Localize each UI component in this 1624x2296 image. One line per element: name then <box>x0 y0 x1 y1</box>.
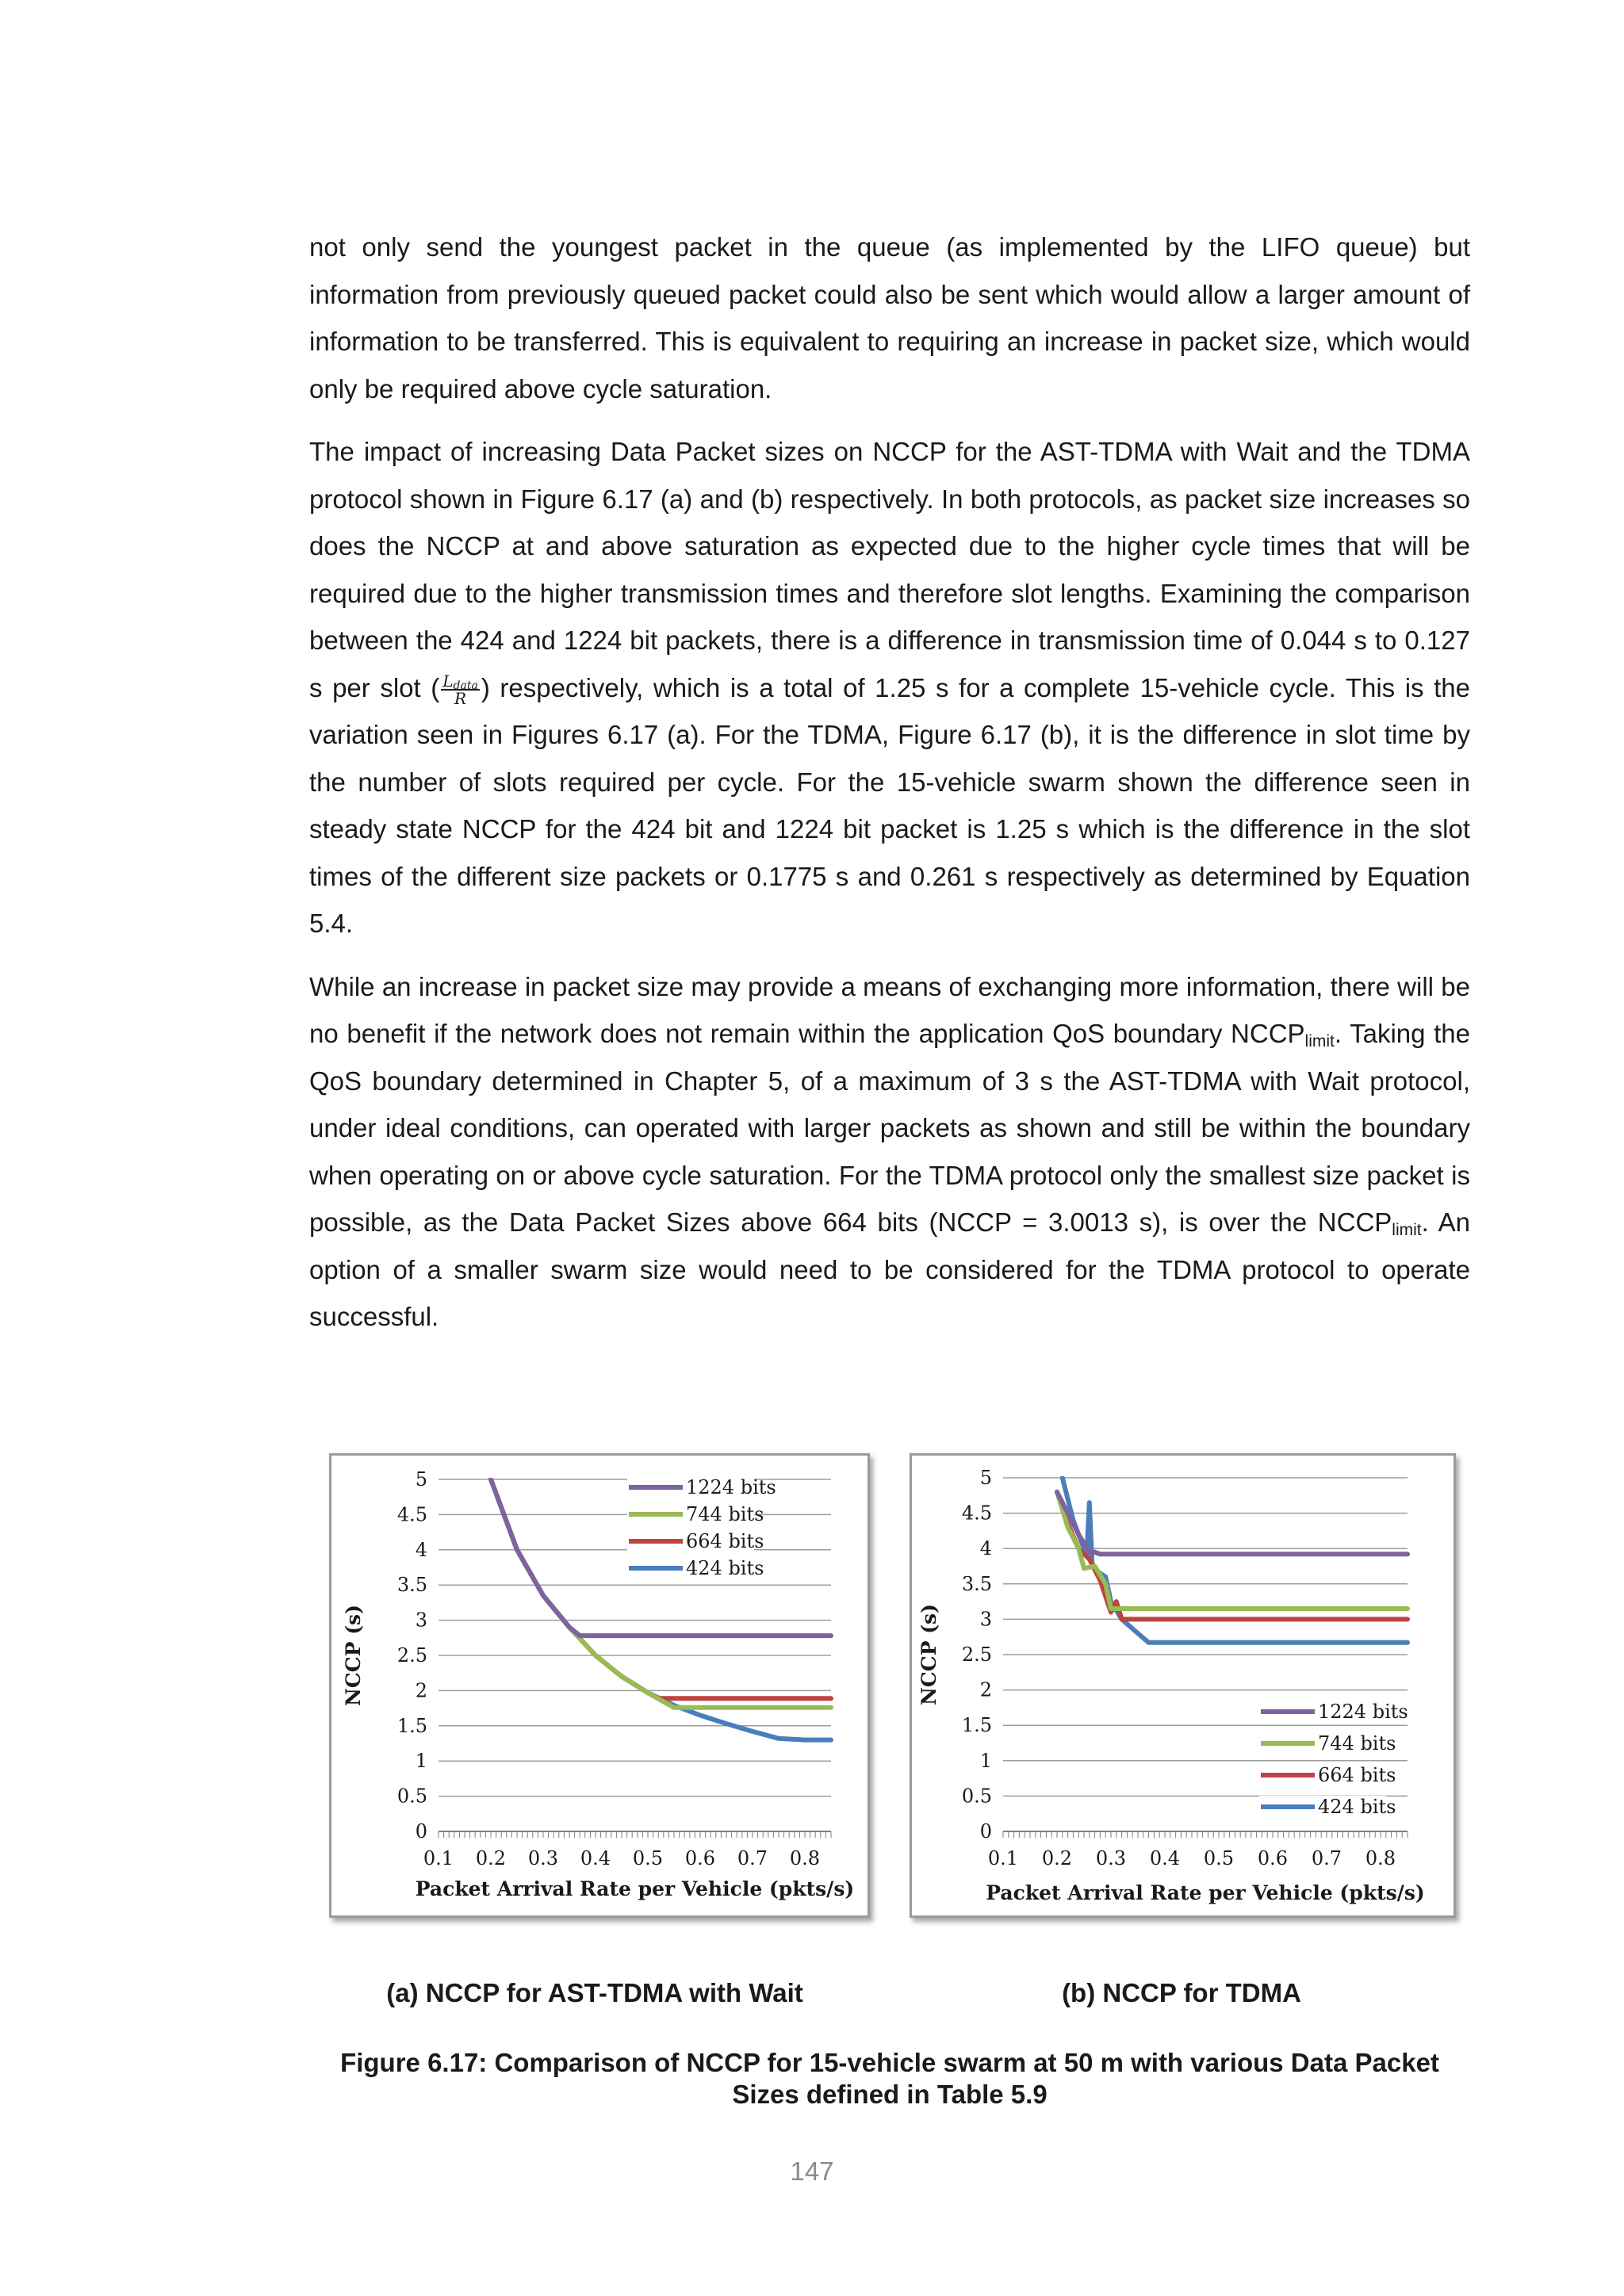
body-text <box>309 224 1470 1357</box>
paragraph-2-text-a: The impact of increasing Data Packet sizes on NCCP for the AST-TDMA with Wait and the TDMA protocol shown in Figure 6.17 (a) and (b) respectively. In both protocols, as packet size increases so does the NCCP at and above saturation as expected due to the higher cycle times that will be required due to the higher transmission times and therefore slot lengths. Examining the comparison between the 424 and 1224 bit packets, there is a difference in transmission time of 0.044 s to 0.127 s per slot ( <box>309 437 1470 702</box>
x-tick-label: 0.2 <box>475 1847 507 1869</box>
series-line-1224-bits <box>1057 1492 1408 1555</box>
x-axis-label: Packet Arrival Rate per Vehicle (pkts/s) <box>415 1877 855 1900</box>
y-tick-label: 2.5 <box>961 1644 992 1666</box>
paragraph-3-text-b: . Taking the QoS boundary determined in Chapter 5, of a maximum of 3 s the AST-TDMA with Wait protocol, under ideal conditions, can operated with larger packets as shown and still be within the boundary when operating on or above cycle saturation. For the TDMA protocol only the smallest size packet is possible, as the Data Packet Sizes above 664 bits (NCCP = 3.0013 s), is over the NCCP <box>309 1019 1470 1237</box>
page-number: 147 <box>790 2156 834 2186</box>
subcaption-a: (a) NCCP for AST-TDMA with Wait <box>386 1978 803 2007</box>
y-tick-label: 1.5 <box>396 1714 427 1737</box>
paragraph-2-text-b: ) respectively, which is a total of 1.25 s for a complete 15-vehicle cycle. This is the variation seen in Figures 6.17 (a). For the TDMA, Figure 6.17 (b), it is the difference in slot time by the number of slots required per cycle. For the 15-vehicle swarm shown the difference seen in steady state NCCP for the 424 bit and 1224 bit packet is 1.25 s which is the difference in the slot times of the different size packets or 0.1775 s and 0.261 s respectively as determined by Equation 5.4. <box>309 672 1470 938</box>
legend-label: 424 bits <box>686 1557 764 1579</box>
fraction-l-data-over-r <box>441 673 480 706</box>
x-tick-label: 0.5 <box>1203 1847 1235 1869</box>
x-tick-label: 0.6 <box>684 1847 716 1869</box>
chart-a-nccp-ast-tdma-wait <box>331 1456 868 1915</box>
nccp-limit-subscript-2: limit <box>1392 1221 1422 1239</box>
paragraph-1 <box>309 224 1470 412</box>
x-axis-label: Packet Arrival Rate per Vehicle (pkts/s) <box>986 1881 1425 1904</box>
fraction-denominator: R <box>454 688 467 708</box>
y-tick-label: 5 <box>415 1468 427 1490</box>
subcaption-b: (b) NCCP for TDMA <box>1062 1978 1301 2007</box>
y-tick-label: 0 <box>979 1820 992 1843</box>
y-tick-label: 3.5 <box>961 1572 992 1595</box>
y-tick-label: 0.5 <box>961 1785 992 1808</box>
chart-b-frame <box>910 1453 1456 1918</box>
y-tick-label: 3 <box>979 1608 992 1631</box>
legend-label: 1224 bits <box>686 1476 776 1498</box>
y-tick-label: 5 <box>979 1467 992 1489</box>
nccp-limit-subscript-1: limit <box>1304 1032 1335 1050</box>
y-tick-label: 4 <box>979 1537 992 1560</box>
legend-label: 744 bits <box>1318 1732 1396 1755</box>
y-tick-label: 2 <box>979 1678 992 1701</box>
y-tick-label: 3.5 <box>396 1574 427 1597</box>
y-tick-label: 4.5 <box>961 1502 992 1525</box>
paragraph-2 <box>309 428 1470 947</box>
legend-label: 664 bits <box>686 1530 764 1552</box>
x-tick-label: 0.4 <box>580 1847 611 1869</box>
x-tick-label: 0.2 <box>1041 1847 1073 1869</box>
paragraph-1-text: not only send the youngest packet in the queue (as implemented by the LIFO queue) but information from previously queued packet could also be sent which would allow a larger amount of information to be transferred. This is equivalent to requiring an increase in packet size, which would only be required above cycle saturation. <box>309 232 1470 404</box>
y-tick-label: 1 <box>979 1749 992 1772</box>
fraction-numerator-subscript: data <box>453 679 478 692</box>
x-tick-label: 0.3 <box>527 1847 559 1869</box>
x-tick-label: 0.7 <box>1311 1847 1342 1869</box>
y-tick-label: 0 <box>415 1820 427 1843</box>
figure-caption: Figure 6.17: Comparison of NCCP for 15-vehicle swarm at 50 m with various Data Packet Sizes defined in Table 5.9 <box>340 2048 1439 2109</box>
paragraph-3 <box>309 963 1470 1341</box>
legend-label: 744 bits <box>686 1503 764 1525</box>
y-tick-label: 3 <box>415 1609 427 1632</box>
fraction-numerator: L <box>442 671 454 691</box>
x-tick-label: 0.8 <box>789 1847 821 1869</box>
x-tick-label: 0.7 <box>737 1847 768 1869</box>
legend-label: 1224 bits <box>1318 1701 1408 1723</box>
y-tick-label: 2.5 <box>396 1644 427 1667</box>
x-tick-label: 0.5 <box>632 1847 664 1869</box>
y-tick-label: 4.5 <box>396 1503 427 1526</box>
x-tick-label: 0.3 <box>1095 1847 1127 1869</box>
x-tick-label: 0.1 <box>423 1847 454 1869</box>
x-tick-label: 0.6 <box>1257 1847 1289 1869</box>
y-tick-label: 1.5 <box>961 1714 992 1737</box>
y-axis-label: NCCP (s) <box>342 1605 365 1706</box>
y-tick-label: 1 <box>415 1750 427 1773</box>
y-tick-label: 4 <box>415 1538 427 1561</box>
chart-b-nccp-tdma <box>912 1456 1454 1915</box>
x-tick-label: 0.8 <box>1365 1847 1396 1869</box>
x-tick-label: 0.1 <box>987 1847 1019 1869</box>
legend-label: 424 bits <box>1318 1796 1396 1818</box>
y-tick-label: 0.5 <box>396 1785 427 1808</box>
paragraph-3-text-a: While an increase in packet size may provide a means of exchanging more information, there will be no benefit if the network does not remain within the application QoS boundary NCCP <box>309 971 1470 1048</box>
x-tick-label: 0.4 <box>1149 1847 1181 1869</box>
legend-label: 664 bits <box>1318 1764 1396 1786</box>
y-axis-label: NCCP (s) <box>917 1604 940 1705</box>
paragraph-3-text-c: . An option of a smaller swarm size would need to be considered for the TDMA protocol to operate successful. <box>309 1207 1470 1331</box>
chart-a-frame <box>329 1453 870 1918</box>
y-tick-label: 2 <box>415 1679 427 1702</box>
